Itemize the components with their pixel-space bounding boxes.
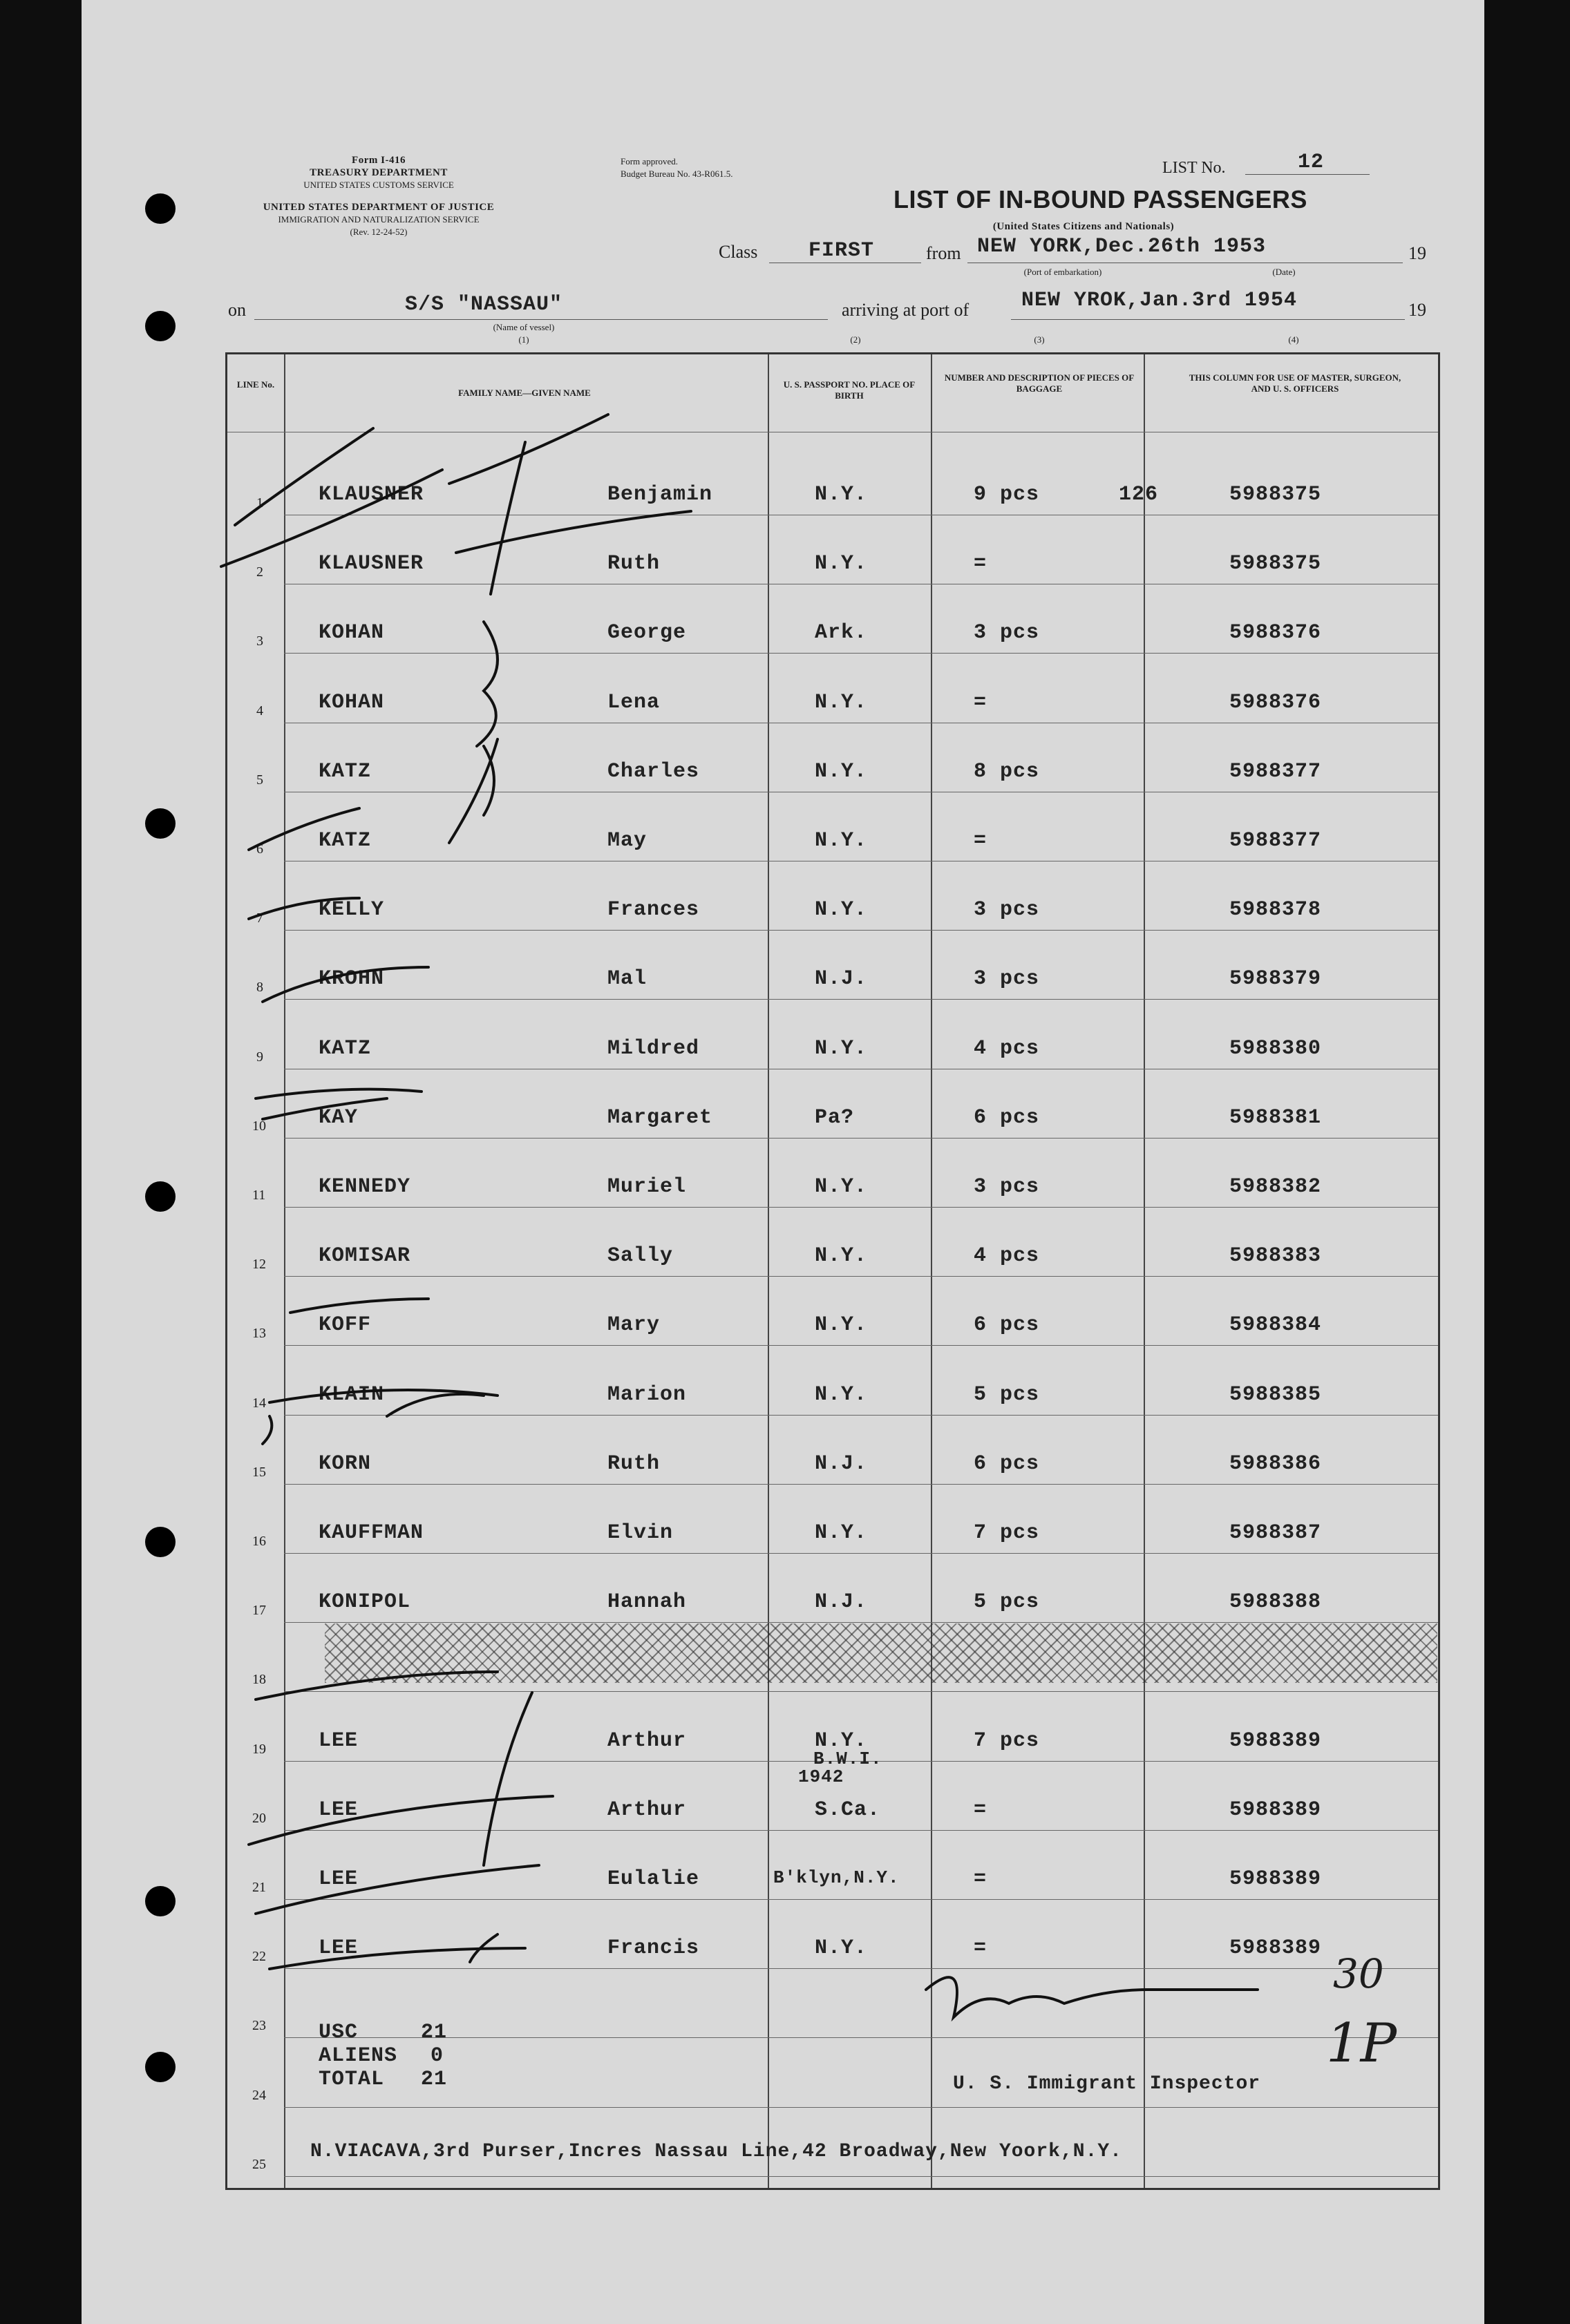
bracket-mark (449, 739, 498, 843)
given-name: Elvin (607, 1521, 674, 1545)
bracket-mark (477, 622, 498, 746)
check-mark (249, 808, 359, 850)
arriving-label: arriving at port of (842, 300, 970, 320)
usc-count: 21 (421, 2021, 448, 2044)
place-of-birth: N.Y. (815, 759, 868, 783)
check-mark (387, 1394, 484, 1416)
check-mark (290, 1299, 428, 1313)
family-name: KLAUSNER (319, 483, 424, 506)
place-of-birth: N.Y. (815, 552, 868, 576)
check-mark (456, 511, 691, 553)
family-name: KELLY (319, 898, 385, 922)
line-number: 11 (252, 1188, 266, 1203)
given-name: Ruth (607, 1451, 661, 1476)
purser-line: N.VIACAVA,3rd Purser,Incres Nassau Line,42 Broadway,New Yoork,N.Y. (310, 2141, 1122, 2162)
col4-number: (4) (1288, 334, 1299, 345)
baggage-count: 4 pcs (974, 1036, 1040, 1060)
baggage-count: = (974, 1867, 987, 1891)
given-name: Mary (607, 1313, 661, 1337)
place-of-birth: N.Y. (815, 1382, 868, 1407)
class-value: FIRST (808, 239, 875, 263)
baggage-count: 4 pcs (974, 1244, 1040, 1268)
family-name: KOMISAR (319, 1244, 411, 1268)
line-number: 14 (252, 1395, 266, 1411)
line-number: 9 (256, 1049, 263, 1065)
total-count: 21 (421, 2068, 448, 2091)
officer-number: 5988389 (1229, 1867, 1322, 1891)
from-year-suffix: 19 (1408, 243, 1426, 263)
officer-number: 5988376 (1229, 690, 1322, 714)
col-head-line: LINE No. (236, 379, 275, 390)
aliens-count: 0 (431, 2044, 444, 2068)
officer-number: 5988377 (1229, 829, 1322, 853)
aliens-label: ALIENS (319, 2044, 398, 2068)
line-number: 16 (252, 1534, 266, 1549)
officer-number: 5988375 (1229, 552, 1322, 576)
line-number: 13 (252, 1326, 266, 1342)
check-mark (235, 428, 373, 525)
budget-bureau: Budget Bureau No. 43-R061.5. (621, 169, 733, 179)
officer-number: 5988389 (1229, 1936, 1322, 1961)
line-number: 20 (252, 1810, 266, 1826)
given-name: George (607, 621, 687, 645)
baggage-count: = (974, 552, 987, 576)
col-head-name: FAMILY NAME—GIVEN NAME (458, 388, 591, 398)
officer-number: 5988384 (1229, 1313, 1322, 1337)
list-no-value: 12 (1297, 151, 1324, 174)
check-mark (263, 967, 428, 1002)
family-name: KAY (319, 1105, 359, 1130)
place-of-birth: N.Y. (815, 1313, 868, 1337)
bracket-mark (484, 1693, 532, 1865)
baggage-count: = (974, 690, 987, 714)
family-name: LEE (319, 1728, 359, 1753)
port-embark-caption: (Port of embarkation) (1023, 267, 1102, 277)
dept-customs: UNITED STATES CUSTOMS SERVICE (303, 180, 454, 190)
given-name: Muriel (607, 1175, 687, 1199)
check-mark (263, 1416, 272, 1444)
date-caption: (Date) (1272, 267, 1296, 277)
check-mark (249, 1796, 553, 1845)
check-mark (269, 1390, 498, 1402)
officer-number: 5988375 (1229, 483, 1322, 506)
check-mark (256, 1865, 539, 1914)
baggage-count: 3 pcs (974, 967, 1040, 991)
given-name: Mal (607, 967, 647, 991)
given-name: Arthur (607, 1798, 687, 1822)
given-name: Frances (607, 898, 700, 922)
place-of-birth: N.Y. (815, 898, 868, 922)
line-number: 15 (252, 1464, 266, 1480)
vessel-caption: (Name of vessel) (493, 322, 555, 332)
officer-number: 5988389 (1229, 1798, 1322, 1822)
baggage-count: 3 pcs (974, 621, 1040, 645)
col3-number: (3) (1034, 334, 1045, 345)
baggage-count: 6 pcs (974, 1313, 1040, 1337)
on-label: on (228, 300, 246, 320)
line-number: 7 (256, 911, 263, 926)
baggage-count: 9 pcs (974, 483, 1040, 506)
check-mark (256, 1672, 498, 1699)
family-name: KATZ (319, 1036, 372, 1060)
given-name: Eulalie (607, 1867, 700, 1891)
officer-number: 5988386 (1229, 1451, 1322, 1476)
given-name: Francis (607, 1936, 700, 1961)
family-name: KATZ (319, 829, 372, 853)
col2-number: (2) (850, 334, 861, 345)
family-name: KROHN (319, 967, 385, 991)
place-of-birth: N.Y. (815, 690, 868, 714)
place-of-birth: N.Y. (815, 1036, 868, 1060)
line-number: 1 (256, 495, 263, 511)
vessel-name: S/S "NASSAU" (405, 293, 563, 316)
line-number: 19 (252, 1741, 266, 1757)
family-name: KOHAN (319, 690, 385, 714)
officer-number: 5988387 (1229, 1521, 1322, 1545)
check-mark (256, 1089, 422, 1098)
place-of-birth: N.J. (815, 1590, 868, 1615)
baggage-count: 3 pcs (974, 898, 1040, 922)
family-name: KORN (319, 1451, 372, 1476)
col1-number: (1) (518, 334, 529, 345)
class-label: Class (719, 242, 758, 262)
check-mark (249, 898, 359, 919)
officer-number: 5988385 (1229, 1382, 1322, 1407)
baggage-count: = (974, 829, 987, 853)
form-approved: Form approved. (621, 156, 679, 166)
arrival-value: NEW YROK,Jan.3rd 1954 (1021, 289, 1298, 312)
arrival-year-suffix: 19 (1408, 300, 1426, 320)
col-head-passport: U. S. PASSPORT NO. PLACE OF BIRTH (783, 379, 916, 401)
line-number: 22 (252, 1949, 266, 1965)
family-name: LEE (319, 1867, 359, 1891)
page-subtitle: (United States Citizens and Nationals) (992, 221, 1175, 232)
usc-label: USC (319, 2021, 359, 2044)
place-of-birth: S.Ca. (815, 1798, 881, 1822)
baggage-count: 5 pcs (974, 1382, 1040, 1407)
line-number: 12 (252, 1257, 266, 1273)
baggage-count: 6 pcs (974, 1451, 1040, 1476)
officer-number: 5988377 (1229, 759, 1322, 783)
officer-number: 5988378 (1229, 898, 1322, 922)
baggage-count: 7 pcs (974, 1728, 1040, 1753)
given-name: Ruth (607, 552, 661, 576)
given-name: Hannah (607, 1590, 687, 1615)
given-name: Marion (607, 1382, 687, 1407)
officer-number: 5988376 (1229, 621, 1322, 645)
place-of-birth: N.Y. (815, 483, 868, 506)
form-revision: (Rev. 12-24-52) (350, 227, 408, 237)
place-of-birth: B'klyn,N.Y. (773, 1867, 900, 1888)
col-head-officers: THIS COLUMN FOR USE OF MASTER, SURGEON, AND U. S. OFFICERS (1189, 372, 1401, 394)
place-of-birth: N.Y. (815, 829, 868, 853)
place-of-birth: N.J. (815, 1451, 868, 1476)
baggage-count: 6 pcs (974, 1105, 1040, 1130)
inspector-label: U. S. Immigrant Inspector (953, 2073, 1261, 2095)
dept-ins: IMMIGRATION AND NATURALIZATION SERVICE (278, 214, 480, 225)
family-name: KLAUSNER (319, 552, 424, 576)
place-of-birth: Pa? (815, 1105, 855, 1130)
family-name: KONIPOL (319, 1590, 411, 1615)
margin-note: 30 (1333, 1950, 1384, 1997)
baggage-count: = (974, 1798, 987, 1822)
margin-number: 126 (1119, 483, 1159, 506)
family-name: KLAIN (319, 1382, 385, 1407)
family-name: KOHAN (319, 621, 385, 645)
family-name: KATZ (319, 759, 372, 783)
family-name: KAUFFMAN (319, 1521, 424, 1545)
baggage-count: = (974, 1936, 987, 1961)
dept-justice: UNITED STATES DEPARTMENT OF JUSTICE (263, 202, 495, 213)
baggage-count: 7 pcs (974, 1521, 1040, 1545)
family-name: LEE (319, 1798, 359, 1822)
total-label: TOTAL (319, 2068, 385, 2091)
line-number: 6 (256, 841, 263, 857)
baggage-count: 5 pcs (974, 1590, 1040, 1615)
officer-number: 5988380 (1229, 1036, 1322, 1060)
check-mark (449, 415, 608, 484)
baggage-count: 3 pcs (974, 1175, 1040, 1199)
place-of-birth: N.Y. (815, 1244, 868, 1268)
baggage-count: 8 pcs (974, 759, 1040, 783)
from-label: from (926, 243, 961, 263)
line-number: 25 (252, 2156, 266, 2172)
page-title: LIST OF IN-BOUND PASSENGERS (893, 185, 1307, 213)
check-mark (263, 1098, 387, 1119)
inspector-signature (926, 1977, 1258, 2017)
place-of-birth: N.Y. (815, 1175, 868, 1199)
line-number: 4 (256, 703, 263, 718)
row21-bwi: B.W.I. (813, 1749, 882, 1769)
officer-number: 5988382 (1229, 1175, 1322, 1199)
officer-number: 5988381 (1229, 1105, 1322, 1130)
line-number: 8 (256, 980, 263, 996)
family-name: LEE (319, 1936, 359, 1961)
place-of-birth: N.J. (815, 967, 868, 991)
line-number: 17 (252, 1603, 266, 1619)
officer-number: 5988379 (1229, 967, 1322, 991)
family-name: KOFF (319, 1313, 372, 1337)
form-number: Form I-416 (352, 155, 406, 166)
line-number: 23 (252, 2018, 266, 2034)
dept-treasury: TREASURY DEPARTMENT (310, 167, 448, 178)
place-of-birth: N.Y. (815, 1521, 868, 1545)
given-name: Lena (607, 690, 661, 714)
from-value: NEW YORK,Dec.26th 1953 (977, 235, 1267, 258)
officer-number: 5988388 (1229, 1590, 1322, 1615)
check-mark (269, 1948, 525, 1969)
line-number: 18 (252, 1672, 266, 1688)
officer-number: 5988389 (1229, 1728, 1322, 1753)
given-name: Mildred (607, 1036, 700, 1060)
given-name: May (607, 829, 647, 853)
place-of-birth: Ark. (815, 621, 868, 645)
place-of-birth: N.Y. (815, 1936, 868, 1961)
row21-year: 1942 (798, 1766, 844, 1787)
check-mark (221, 470, 442, 566)
line-number: 21 (252, 1880, 266, 1895)
line-number: 5 (256, 772, 263, 788)
given-name: Charles (607, 759, 700, 783)
given-name: Arthur (607, 1728, 687, 1753)
given-name: Margaret (607, 1105, 713, 1130)
place-of-birth: N.Y. (815, 1728, 868, 1753)
col-head-baggage: NUMBER AND DESCRIPTION OF PIECES OF BAGGAGE (944, 372, 1135, 394)
line-number: 3 (256, 634, 263, 649)
given-name: Benjamin (607, 483, 713, 506)
officer-number: 5988383 (1229, 1244, 1322, 1268)
family-name: KENNEDY (319, 1175, 411, 1199)
given-name: Sally (607, 1244, 674, 1268)
list-no-label: LIST No. (1162, 159, 1226, 177)
line-number: 24 (252, 2087, 266, 2103)
line-number: 10 (252, 1118, 266, 1134)
margin-note-2: 1P (1326, 2012, 1397, 2075)
line-number: 2 (256, 564, 263, 580)
